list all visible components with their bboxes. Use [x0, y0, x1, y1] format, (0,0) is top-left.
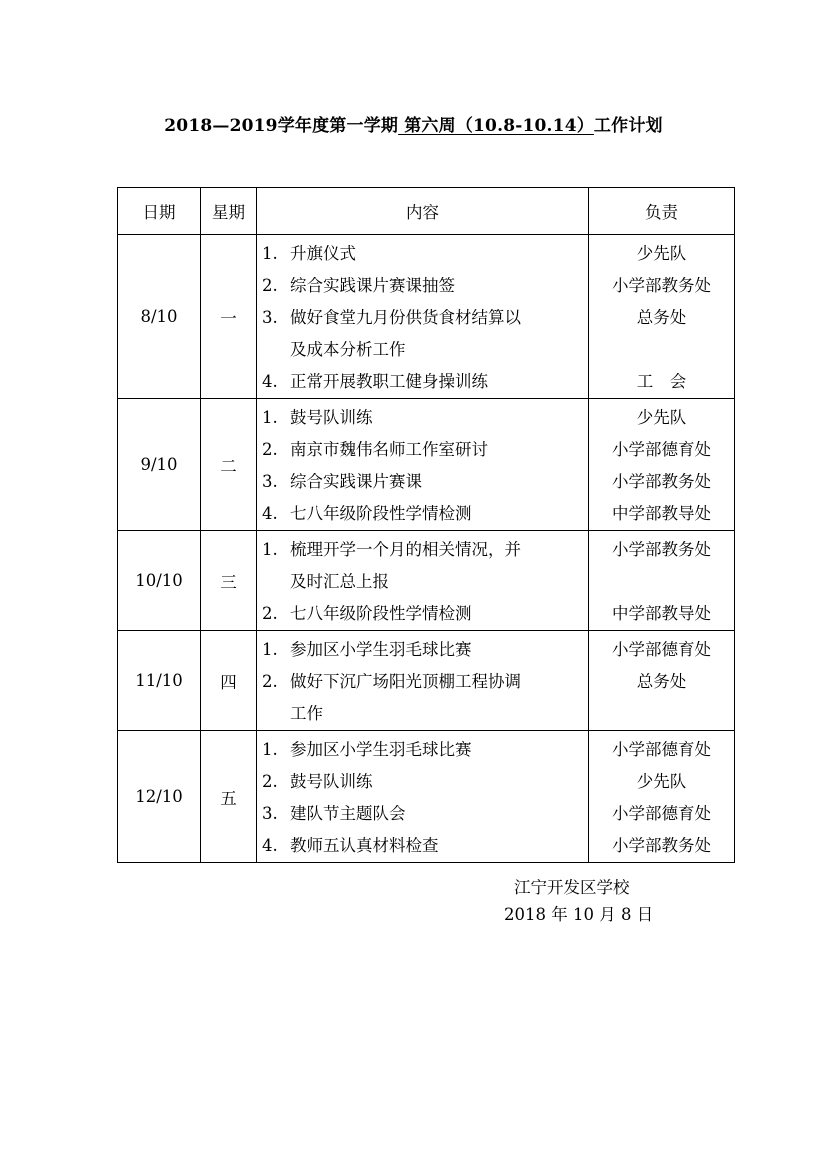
list-item-continued: 及时汇总上报 [290, 572, 389, 591]
header-content: 内容 [257, 188, 589, 235]
document-title [0, 111, 827, 136]
row-responsible: 少先队 小学部德育处 小学部教务处 中学部教导处 [589, 399, 735, 531]
header-date: 日期 [118, 188, 201, 235]
table-row [118, 235, 735, 399]
row-date: 8/10 [118, 235, 201, 399]
school-signature: 江宁开发区学校 [514, 878, 630, 897]
row-responsible: 小学部德育处 少先队 小学部德育处 小学部教务处 [589, 731, 735, 863]
row-weekday: 二 [201, 399, 257, 531]
title-prefix: 2018—2019学年度第一学期 [164, 116, 399, 136]
header-weekday: 星期 [201, 188, 257, 235]
list-item: 2. 做好下沉广场阳光顶棚工程协调 [262, 672, 521, 691]
table-row [118, 399, 735, 531]
list-item: 1. 梳理开学一个月的相关情况，并 [262, 540, 521, 559]
row-responsible: 小学部德育处 总务处 [589, 631, 735, 731]
list-item: 1. 鼓号队训练 [262, 408, 373, 427]
row-responsible: 小学部教务处 中学部教导处 [589, 531, 735, 631]
list-item: 4. 正常开展教职工健身操训练 [262, 372, 488, 391]
list-item: 1. 参加区小学生羽毛球比赛 [262, 640, 472, 659]
row-date: 9/10 [118, 399, 201, 531]
title-week: 第六周（10.8-10.14） [398, 116, 594, 136]
row-weekday: 一 [201, 235, 257, 399]
header-responsible: 负责 [589, 188, 735, 235]
list-item: 3. 做好食堂九月份供货食材结算以 [262, 308, 521, 327]
header-row [118, 188, 735, 235]
table-row [118, 531, 735, 631]
list-item-continued: 及成本分析工作 [290, 340, 406, 359]
list-item: 2. 综合实践课片赛课抽签 [262, 276, 455, 295]
row-content [257, 399, 589, 531]
list-item: 2. 七八年级阶段性学情检测 [262, 604, 472, 623]
row-date: 10/10 [118, 531, 201, 631]
signature-date: 2018 年 10 月 8 日 [504, 905, 654, 924]
row-date: 12/10 [118, 731, 201, 863]
list-item: 2. 南京市魏伟名师工作室研讨 [262, 440, 488, 459]
list-item: 3. 综合实践课片赛课 [262, 472, 422, 491]
list-item: 2. 鼓号队训练 [262, 772, 373, 791]
list-item: 4. 教师五认真材料检查 [262, 836, 439, 855]
table-row [118, 631, 735, 731]
list-item: 1. 参加区小学生羽毛球比赛 [262, 740, 472, 759]
list-item-continued: 工作 [290, 704, 323, 723]
row-date: 11/10 [118, 631, 201, 731]
list-item: 1. 升旗仪式 [262, 244, 356, 263]
work-plan-table [117, 187, 735, 863]
row-weekday: 四 [201, 631, 257, 731]
row-content [257, 531, 589, 631]
row-weekday: 五 [201, 731, 257, 863]
title-suffix: 工作计划 [593, 116, 663, 136]
row-content [257, 631, 589, 731]
row-responsible: 少先队 小学部教务处 总务处 工 会 [589, 235, 735, 399]
row-content [257, 731, 589, 863]
row-weekday: 三 [201, 531, 257, 631]
list-item: 3. 建队节主题队会 [262, 804, 406, 823]
list-item: 4. 七八年级阶段性学情检测 [262, 504, 472, 523]
table-row [118, 731, 735, 863]
row-content [257, 235, 589, 399]
